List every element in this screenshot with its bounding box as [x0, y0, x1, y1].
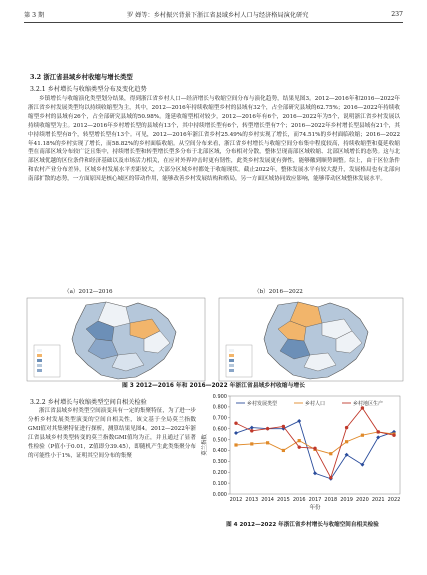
- map-label-b: （b）2016—2022: [254, 289, 303, 295]
- data-point: [250, 442, 253, 445]
- map-a: [26, 297, 206, 382]
- data-point: [282, 425, 285, 428]
- body-paragraph-2: 浙江省县域乡村类型空间演变具有一定的集聚特征，为了进一步分析乡村发展类型演变的空间自相关性，该文基于全局莫兰指数GMI值对其集聚特征进行探析，测算结果见图4。2012—2022年浙江省县域乡村类型转变的莫兰指数GMI值均为正，并且通过了显著性检验（P值小于0.01，Z值即分39.45），即随机产生此类集聚分布的可能性小于1%，证明其空间分布的集聚: [28, 408, 196, 459]
- x-tick-label: 2018: [324, 497, 338, 503]
- figure-3-maps: [26, 287, 406, 382]
- figure-3-caption: 图 3 2012—2016 年和 2016—2022 年浙江省县域乡村收缩与增长: [121, 383, 305, 389]
- map-label-a: （a）2012—2016: [64, 289, 113, 295]
- data-point: [297, 419, 301, 423]
- x-tick-label: 2020: [356, 497, 369, 503]
- data-point: [266, 441, 269, 444]
- plot-frame: [230, 396, 400, 494]
- data-point: [345, 440, 348, 443]
- y-tick-label: 0.900: [212, 393, 227, 400]
- y-tick-label: 0.200: [212, 470, 227, 477]
- moran-index-chart: [200, 388, 405, 518]
- data-point: [282, 449, 285, 452]
- y-tick-label: 0.700: [212, 415, 227, 422]
- data-point: [360, 463, 364, 467]
- data-point: [234, 422, 237, 425]
- series-line-3: [236, 408, 394, 478]
- x-tick-label: 2022: [387, 497, 401, 503]
- data-point: [329, 476, 332, 479]
- y-tick-label: 0.400: [212, 448, 227, 455]
- data-point: [313, 471, 317, 475]
- data-point: [298, 439, 301, 442]
- legend-label: 乡村地区生产: [353, 401, 384, 407]
- figure-4-caption: 图 4 2012—2022 年浙江省乡村增长与收缩空间自相关检验: [226, 522, 379, 528]
- y-tick-label: 0.000: [212, 491, 227, 498]
- y-tick-label: 0.500: [212, 437, 227, 444]
- x-tick-label: 2016: [292, 497, 306, 503]
- page-header: [24, 6, 403, 23]
- running-title: 罗 婵等：乡村振兴背景下浙江省县域乡村人口与经济格局演化研究: [127, 11, 309, 19]
- x-tick-label: 2019: [340, 497, 353, 503]
- y-tick-label: 0.100: [212, 480, 227, 487]
- data-point: [345, 426, 348, 429]
- legend-label: 乡村人口: [305, 401, 326, 407]
- subsection-heading-2: 3.2.2 乡村增长与收缩类型空间自相关检验: [30, 399, 147, 406]
- data-point: [298, 445, 301, 448]
- x-tick-label: 2015: [277, 497, 290, 503]
- x-axis-label: 年份: [309, 505, 321, 511]
- data-point: [313, 447, 316, 450]
- x-tick-label: 2017: [308, 497, 322, 503]
- data-point: [361, 434, 364, 437]
- page-number: 237: [391, 10, 403, 18]
- y-tick-label: 0.300: [212, 459, 227, 466]
- x-tick-label: 2012: [229, 497, 243, 503]
- data-point: [376, 435, 380, 439]
- subsection-heading-1: 3.2.1 乡村增长与收缩类型分布及变化趋势: [30, 86, 147, 93]
- data-point: [234, 431, 238, 435]
- body-paragraph-1: 乡镇增长与收缩演化类型划分结果，得到浙江省乡村人口—经济增长与收缩空间分布与演化趋势，结果见图3。2012—2016年和2016—2022年浙江省乡村发展类型均以持续收缩型为主，其中，2012—2016年持续收缩型乡村的县域有32个，占全部研究县域的62.75%；2016—2022年持续收缩型乡村的县域有26个，占全部研究县域的50.98%。蓬延收缩型相对较少，2012—2016年有6个，2016—2022年为5个，说明浙江省乡村发展以持续收缩型为主。2012—2016年乡村增长型的县域有13个，其中持续增长型有6个，转型增长型有7个；2016—2022年乡村增长型县域有21个，其中持续增长型有8个，转型增长型有13个。可见，2012—2016年浙江省乡村25.49%的乡村实现了增长，而74.51%的乡村面临收缩；2016—2022年41.18%的乡村实现了增长，而58.82%的乡村面临收缩。从空间分布来看，浙江省乡村增长与收缩空间分布集中程度较高，持续收缩型和蔓延收缩型在南部区域分布较广泛且集中，持续增长型和转型增长型多分布于北部区域，分布相对分散，整体呈现南部区域收缩、北部区域增长的态势。这与北部区域优越的区位条件和经济基础以及市场活力相关，在应对外界冲击时更有韧性，此类乡村发展更有弹性，能够徽到顺势调整。综上，由于区位条件和农村产业分布差异，区域乡村发展水平差距较大，大部分区域乡村都处于收缩现状。截止2022年，整体发展水平有较大提升，发展格局也有北部向南部扩散的态势，一方面原因是核心城区的带动作用，能够改善乡村发展结构和格局，另一方面区域协同效应影响，能够带动区域整体发展水平。: [28, 96, 400, 183]
- x-tick-label: 2021: [371, 497, 385, 503]
- map-b: [218, 297, 404, 382]
- x-tick-label: 2013: [245, 497, 259, 503]
- issue-number: 第 3 期: [24, 11, 45, 19]
- data-point: [392, 434, 395, 437]
- data-point: [377, 430, 380, 433]
- x-tick-label: 2014: [261, 497, 274, 503]
- legend-label: 乡村发展类型: [247, 401, 278, 407]
- y-tick-label: 0.800: [212, 404, 227, 411]
- section-heading: 3.2 浙江省县域乡村收缩与增长类型: [30, 73, 133, 81]
- data-point: [266, 427, 269, 430]
- y-tick-label: 0.600: [212, 426, 227, 433]
- data-point: [250, 426, 254, 430]
- data-point: [234, 443, 237, 446]
- y-axis-label: 莫兰指数: [202, 434, 208, 456]
- data-point: [329, 452, 332, 455]
- data-point: [250, 429, 253, 432]
